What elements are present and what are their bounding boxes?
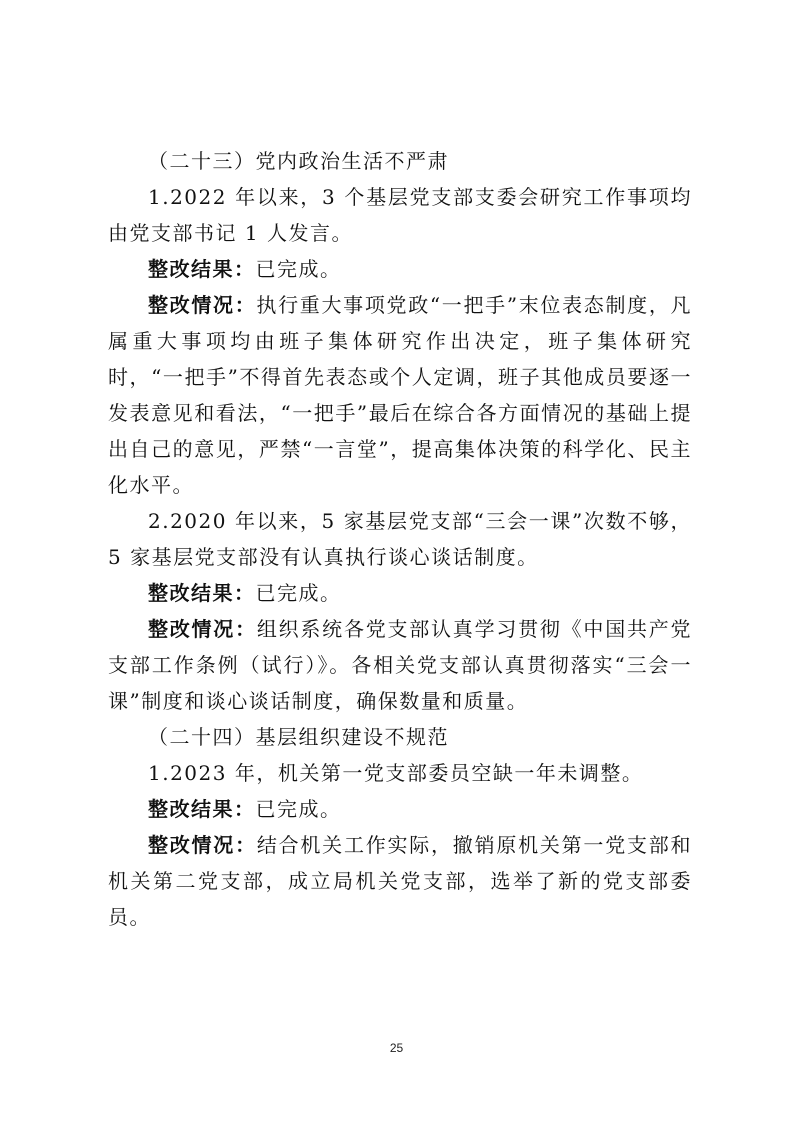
measure-text: 组织系统各党支部认真学习贯彻《中国共产党支部工作条例（试行）》。各相关党支部认真贯彻落实“三会一课”制度和谈心谈话制度，确保数量和质量。 (108, 617, 693, 713)
rectification-measures (108, 287, 692, 503)
result-text: 已完成。 (255, 257, 342, 281)
issue-paragraph: 1.2023 年，机关第一党支部委员空缺一年未调整。 (148, 761, 644, 785)
rectification-result (108, 791, 692, 827)
measure-label: 整改情况： (148, 833, 257, 857)
rectification-measures (108, 611, 692, 719)
section-heading: （二十四）基层组织建设不规范 (148, 725, 449, 749)
rectification-result (108, 251, 692, 287)
measure-text: 结合机关工作实际，撤销原机关第一党支部和机关第二党支部，成立局机关党支部，选举了新的党支部委员。 (108, 833, 693, 929)
result-label: 整改结果： (148, 581, 256, 605)
rectification-measures (108, 827, 692, 935)
issue-paragraph: 1.2022 年以来，3 个基层党支部支委会研究工作事项均由党支部书记 1 人发言。 (108, 185, 692, 245)
result-label: 整改结果： (148, 797, 256, 821)
section-heading: （二十三）党内政治生活不严肃 (148, 149, 449, 173)
rectification-result (108, 575, 692, 611)
result-text: 已完成。 (255, 797, 342, 821)
document-body (108, 143, 692, 935)
measure-text: 执行重大事项党政“一把手”末位表态制度，凡属重大事项均由班子集体研究作出决定，班子集体研究时，“一把手”不得首先表态或个人定调，班子其他成员要逐一发表意见和看法，“一把手”最后在综合各方面情况的基础上提出自己的意见，严禁“一言堂”，提高集体决策的科学化、民主化水平。 (108, 293, 693, 497)
page-number: 25 (389, 1041, 404, 1055)
measure-label: 整改情况： (148, 617, 257, 641)
measure-label: 整改情况： (148, 293, 257, 317)
result-label: 整改结果： (148, 257, 256, 281)
issue-paragraph: 2.2020 年以来，5 家基层党支部“三会一课”次数不够，5 家基层党支部没有认真执行谈心谈话制度。 (108, 509, 692, 569)
result-text: 已完成。 (255, 581, 342, 605)
